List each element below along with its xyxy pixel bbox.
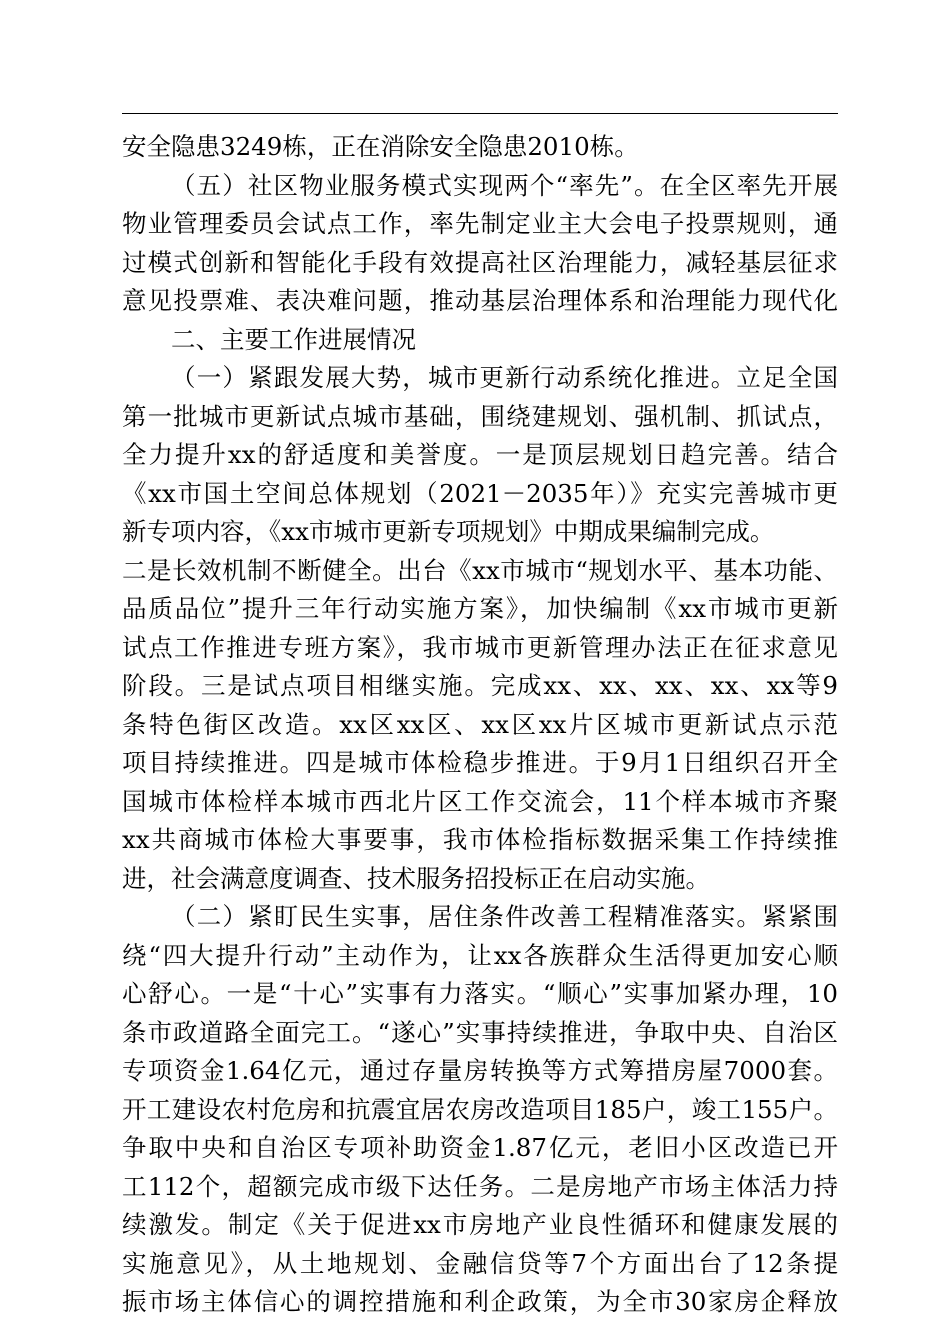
text-line: 品质品位”提升三年行动实施方案》，加快编制《xx市城市更新 bbox=[122, 594, 838, 623]
text-line: 振市场主体信心的调控措施和利企政策，为全市30家房企释放 bbox=[122, 1287, 838, 1316]
text-line: 进，社会满意度调查、技术服务招投标正在启动实施。 bbox=[122, 863, 710, 893]
header-rule bbox=[122, 113, 838, 114]
text-line: 条特色街区改造。xx区xx区、xx区xx片区城市更新试点示范 bbox=[122, 709, 838, 739]
text-line: 专项资金1.64亿元，通过存量房转换等方式筹措房屋7000套。 bbox=[122, 1056, 838, 1085]
text-line: 物业管理委员会试点工作，率先制定业主大会电子投票规则，通 bbox=[122, 209, 838, 238]
text-line: 工112个，超额完成市级下达任务。二是房地产市场主体活力持 bbox=[122, 1171, 838, 1201]
text-line: 条市政道路全面完工。“遂心”实事持续推进，争取中央、自治区 bbox=[122, 1017, 838, 1047]
text-line: xx共商城市体检大事要事，我市体检指标数据采集工作持续推 bbox=[122, 825, 838, 854]
text-line: 二是长效机制不断健全。出台《xx市城市“规划水平、基本功能、 bbox=[122, 555, 838, 585]
text-line: 《xx市国土空间总体规划（2021－2035年）》充实完善城市更 bbox=[122, 478, 838, 508]
text-line: 实施意见》，从土地规划、金融信贷等7个方面出台了12条提 bbox=[122, 1248, 838, 1278]
text-line: 争取中央和自治区专项补助资金1.87亿元，老旧小区改造已开 bbox=[122, 1133, 838, 1162]
text-line: 安全隐患3249栋，正在消除安全隐患2010栋。 bbox=[122, 132, 639, 161]
text-line: 过模式创新和智能化手段有效提高社区治理能力，减轻基层征求 bbox=[122, 247, 838, 277]
section-heading: 二、主要工作进展情况 bbox=[171, 324, 416, 354]
document-body bbox=[122, 128, 838, 1322]
text-line: 第一批城市更新试点城市基础，围绕建规划、强机制、抓试点， bbox=[122, 401, 838, 431]
text-line: 国城市体检样本城市西北片区工作交流会，11个样本城市齐聚 bbox=[122, 786, 838, 816]
text-line: （一）紧跟发展大势，城市更新行动系统化推进。立足全国 bbox=[171, 363, 838, 392]
text-line: 绕“四大提升行动”主动作为，让xx各族群众生活得更加安心顺 bbox=[122, 940, 838, 970]
text-line: 项目持续推进。四是城市体检稳步推进。于9月1日组织召开全 bbox=[122, 748, 838, 777]
text-line: （五）社区物业服务模式实现两个“率先”。在全区率先开展 bbox=[171, 170, 838, 200]
text-line: 心舒心。一是“十心”实事有力落实。“顺心”实事加紧办理，10 bbox=[122, 979, 838, 1008]
text-line: （二）紧盯民生实事，居住条件改善工程精准落实。紧紧围 bbox=[171, 902, 838, 931]
text-line: 全力提升xx的舒适度和美誉度。一是顶层规划日趋完善。结合 bbox=[122, 440, 838, 469]
text-line: 意见投票难、表决难问题，推动基层治理体系和治理能力现代化 bbox=[122, 286, 838, 315]
text-line: 新专项内容，《xx市城市更新专项规划》中期成果编制完成。 bbox=[122, 517, 775, 546]
text-line: 试点工作推进专班方案》，我市城市更新管理办法正在征求意见 bbox=[122, 632, 838, 662]
text-line: 续激发。制定《关于促进xx市房地产业良性循环和健康发展的 bbox=[122, 1210, 838, 1239]
text-line: 阶段。三是试点项目相继实施。完成xx、xx、xx、xx、xx等9 bbox=[122, 671, 838, 700]
text-line: 开工建设农村危房和抗震宜居农房改造项目185户，竣工155户。 bbox=[122, 1094, 838, 1124]
